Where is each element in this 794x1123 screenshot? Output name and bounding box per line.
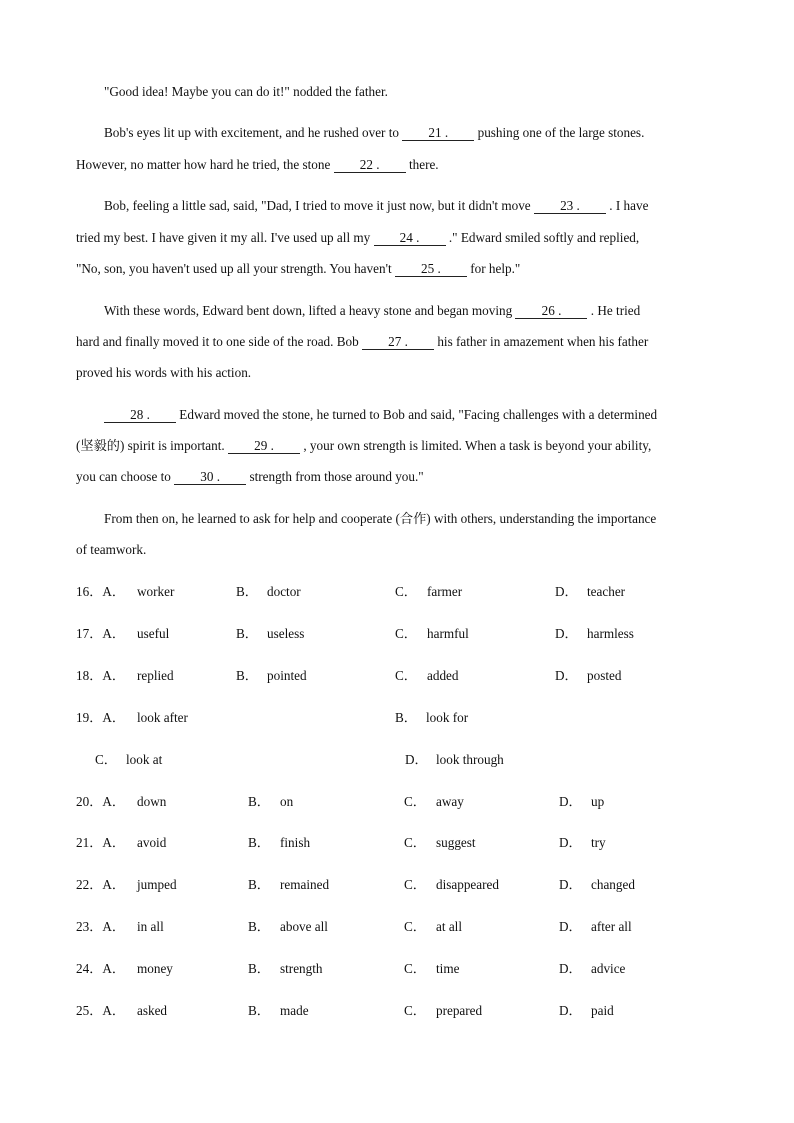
option-label-b: B． [236,626,258,641]
paragraph-text: his father in amazement when his father [437,334,649,349]
option-c[interactable]: farmer [427,584,463,599]
paragraph-text: ." Edward smiled softly and replied, [448,230,640,245]
paragraph-text: . He tried [590,303,641,318]
paragraph-text: hard and finally moved it to one side of the road. Bob [76,334,359,349]
option-b[interactable]: finish [280,835,311,850]
option-label-d: D． [559,919,582,934]
question-number: 21．A． [76,835,126,850]
option-d[interactable]: after all [591,919,632,934]
option-d[interactable]: harmless [587,626,634,641]
option-label-d: D． [559,1003,582,1018]
option-b[interactable]: useless [267,626,305,641]
paragraph-3-line-3 [76,261,520,277]
option-label-c: C． [95,752,117,767]
option-b[interactable]: on [280,794,294,809]
option-label-b: B． [248,794,270,809]
paragraph-5-line-2 [76,438,651,454]
blank-22[interactable]: 22 . [334,158,406,173]
option-label-b: B． [236,668,258,683]
option-label-c: C． [404,794,426,809]
blank-24[interactable]: 24 . [374,231,446,246]
paragraph-text: proved his words with his action. [76,365,252,380]
option-c[interactable]: prepared [436,1003,483,1018]
option-d[interactable]: changed [591,877,635,892]
question-number: 19．A． [76,710,126,725]
paragraph-text: you can choose to [76,469,171,484]
paragraph-text: However, no matter how hard he tried, the stone [76,157,331,172]
paragraph-text: (坚毅的) spirit is important. [76,438,225,453]
question-number: 20．A． [76,794,126,809]
blank-28[interactable]: 28 . [104,408,176,423]
option-a[interactable]: replied [137,668,174,683]
option-label-c: C． [404,877,426,892]
option-b[interactable]: remained [280,877,330,892]
paragraph-text: of teamwork. [76,542,147,557]
option-c[interactable]: harmful [427,626,469,641]
paragraph-2-line-1 [104,125,644,141]
option-label-d: D． [555,668,578,683]
option-b[interactable]: made [280,1003,309,1018]
question-number: 24．A． [76,961,126,976]
paragraph-2-line-2 [76,157,439,173]
question-number: 18．A． [76,668,126,683]
option-c[interactable]: time [436,961,460,976]
option-d[interactable]: look through [436,752,504,767]
option-label-b: B． [395,710,417,725]
paragraph-text: pushing one of the large stones. [477,125,645,140]
paragraph-text: strength from those around you." [249,469,424,484]
blank-23[interactable]: 23 . [534,199,606,214]
question-number: 17．A． [76,626,126,641]
paragraph-4-line-2 [76,334,648,350]
option-label-c: C． [395,584,417,599]
question-number: 23．A． [76,919,126,934]
question-number: 22．A． [76,877,126,892]
blank-21[interactable]: 21 . [402,126,474,141]
question-number: 16．A． [76,584,126,599]
paragraph-3-line-2 [76,230,639,246]
option-d[interactable]: teacher [587,584,626,599]
paragraph-5-line-1 [104,407,657,423]
paragraph-text: tried my best. I have given it my all. I've used up all my [76,230,371,245]
option-d[interactable]: advice [591,961,626,976]
option-label-c: C． [395,668,417,683]
option-b[interactable]: above all [280,919,328,934]
option-d[interactable]: try [591,835,606,850]
option-label-c: C． [404,835,426,850]
option-label-d: D． [559,835,582,850]
paragraph-4-line-1 [104,303,640,319]
blank-27[interactable]: 27 . [362,335,434,350]
paragraph-text: . I have [609,198,649,213]
option-d[interactable]: paid [591,1003,614,1018]
option-c[interactable]: away [436,794,464,809]
option-label-b: B． [248,1003,270,1018]
option-d[interactable]: posted [587,668,622,683]
option-a[interactable]: look after [137,710,188,725]
question-number: 25．A． [76,1003,126,1018]
option-a[interactable]: worker [137,584,175,599]
option-a[interactable]: down [137,794,167,809]
paragraph-text: , your own strength is limited. When a task is beyond your ability, [303,438,652,453]
option-a[interactable]: in all [137,919,164,934]
option-c[interactable]: suggest [436,835,476,850]
paragraph-text: Edward moved the stone, he turned to Bob and said, "Facing challenges with a determined [179,407,658,422]
option-label-d: D． [405,752,428,767]
option-b[interactable]: pointed [267,668,307,683]
paragraph-text: "Good idea! Maybe you can do it!" nodded the father. [104,84,388,99]
paragraph-5-line-3 [76,469,424,485]
paragraph-text: Bob, feeling a little sad, said, "Dad, I tried to move it just now, but it didn't move [104,198,531,213]
option-label-c: C． [395,626,417,641]
paragraph-6-line-2 [76,542,146,558]
paragraph-text: for help." [470,261,521,276]
option-label-d: D． [559,877,582,892]
option-label-d: D． [559,961,582,976]
option-label-d: D． [555,584,578,599]
option-b[interactable]: strength [280,961,323,976]
option-label-c: C． [404,919,426,934]
option-c[interactable]: look at [126,752,163,767]
paragraph-text: "No, son, you haven't used up all your strength. You haven't [76,261,392,276]
paragraph-1 [104,84,388,100]
option-label-b: B． [248,961,270,976]
option-a[interactable]: asked [137,1003,168,1018]
option-label-b: B． [236,584,258,599]
blank-30[interactable]: 30 . [174,470,246,485]
paragraph-text: From then on, he learned to ask for help and cooperate (合作) with others, understanding the importance [104,511,657,526]
blank-25[interactable]: 25 . [395,262,467,277]
option-a[interactable]: useful [137,626,170,641]
option-label-b: B． [248,877,270,892]
option-d[interactable]: up [591,794,605,809]
option-c[interactable]: disappeared [436,877,499,892]
option-label-b: B． [248,835,270,850]
paragraph-3-line-1 [104,198,648,214]
option-a[interactable]: jumped [137,877,177,892]
paragraph-4-line-3 [76,365,251,381]
option-a[interactable]: avoid [137,835,167,850]
option-label-b: B． [248,919,270,934]
option-label-c: C． [404,1003,426,1018]
option-b[interactable]: doctor [267,584,301,599]
option-c[interactable]: added [427,668,459,683]
blank-26[interactable]: 26 . [515,304,587,319]
option-label-d: D． [559,794,582,809]
paragraph-text: Bob's eyes lit up with excitement, and he rushed over to [104,125,399,140]
option-c[interactable]: at all [436,919,462,934]
option-label-d: D． [555,626,578,641]
blank-29[interactable]: 29 . [228,439,300,454]
paragraph-text: With these words, Edward bent down, lifted a heavy stone and began moving [104,303,513,318]
paragraph-text: there. [408,157,439,172]
option-a[interactable]: money [137,961,173,976]
option-label-c: C． [404,961,426,976]
option-b[interactable]: look for [426,710,469,725]
paragraph-6-line-1 [104,511,656,527]
